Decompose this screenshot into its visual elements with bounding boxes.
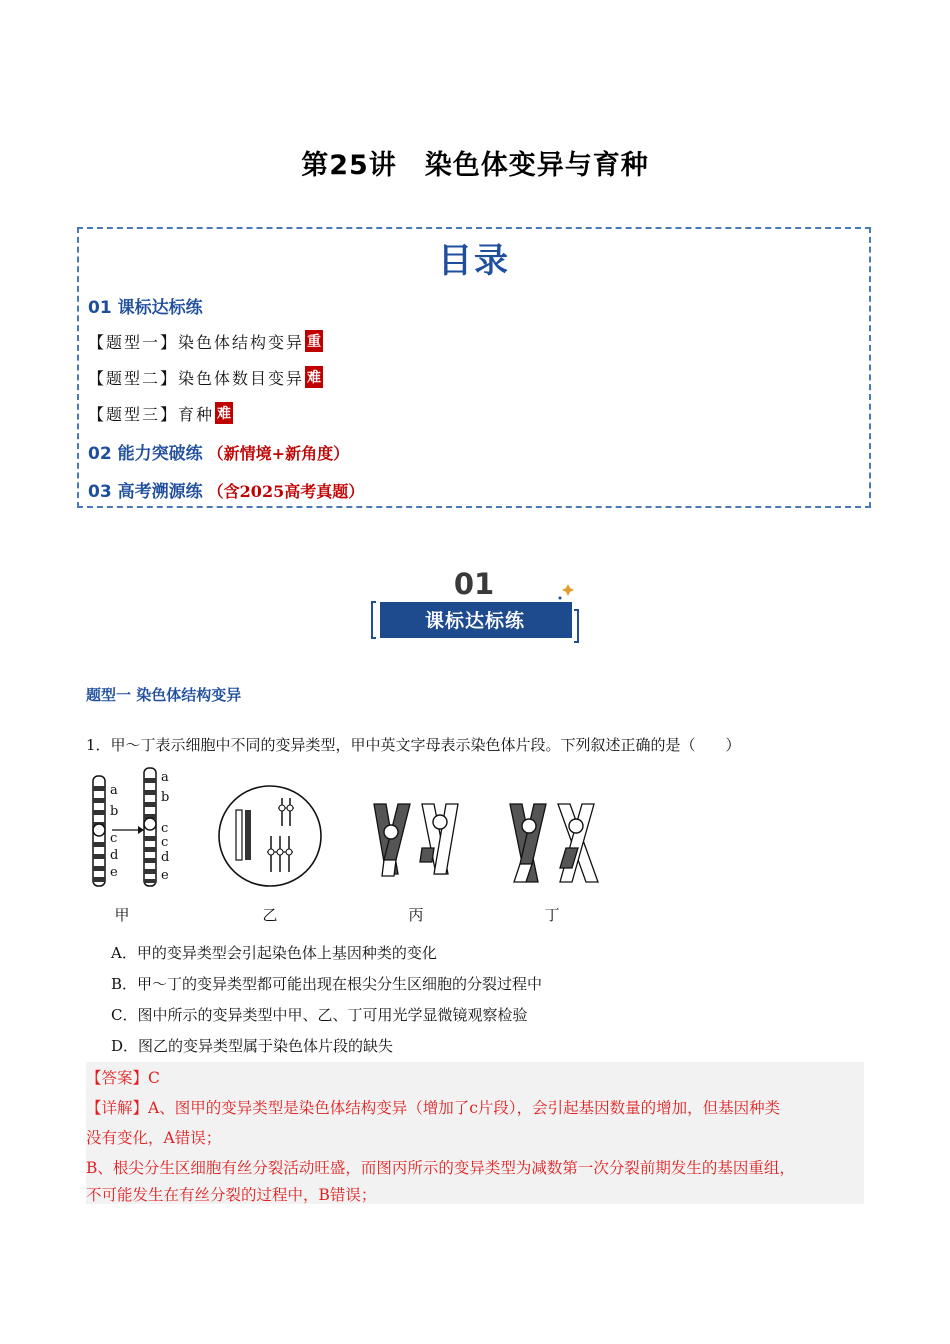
table-of-contents xyxy=(77,227,871,508)
explanation-line-2: 没有变化，A错误； xyxy=(86,1129,222,1147)
answer-line: 【答案】C xyxy=(86,1069,160,1087)
option-a[interactable]: A．甲的变异类型会引起染色体上基因种类的变化 xyxy=(111,944,437,962)
toc-heading: 目录 xyxy=(438,241,510,281)
toc-section-3[interactable] xyxy=(88,477,364,502)
toc-section-2-sub: （新情境+新角度） xyxy=(207,444,350,463)
chromosome-jia-right-letters xyxy=(161,770,169,883)
toc-item-2-text: 【题型二】染色体数目变异 xyxy=(88,369,305,388)
toc-item-2-badge: 难 xyxy=(305,366,323,388)
chromosome-jia-mutated xyxy=(144,768,156,886)
explanation-line-4: 不可能发生在有丝分裂的过程中，B错误； xyxy=(86,1186,377,1204)
toc-section-3-label: 03 高考溯源练 xyxy=(88,482,203,502)
explanation-line-3: B、根尖分生区细胞有丝分裂活动旺盛，而图丙所示的变异类型为减数第一次分裂前期发生的基因重组， xyxy=(86,1159,795,1177)
toc-item-1-badge: 重 xyxy=(305,330,323,352)
sparkle-icon xyxy=(562,584,574,596)
toc-item-1[interactable] xyxy=(88,330,323,353)
banner-label: 课标达标练 xyxy=(424,610,526,632)
chromosome-jia-original xyxy=(93,776,105,886)
option-c[interactable]: C．图中所示的变异类型中甲、乙、丁可用光学显微镜观察检验 xyxy=(111,1006,528,1024)
option-d[interactable]: D．图乙的变异类型属于染色体片段的缺失 xyxy=(111,1037,394,1055)
toc-section-2[interactable] xyxy=(88,439,349,464)
chromosome-jia-left-letters xyxy=(110,783,118,880)
chrom-letter: a xyxy=(110,783,118,798)
figure-label-bing: 丙 xyxy=(408,906,424,924)
chrom-letter: b xyxy=(161,790,170,805)
toc-item-3-badge: 难 xyxy=(215,402,233,424)
dot-icon xyxy=(559,597,562,600)
option-b[interactable]: B．甲～丁的变异类型都可能出现在根尖分生区细胞的分裂过程中 xyxy=(111,975,543,993)
toc-item-3-text: 【题型三】育种 xyxy=(88,405,215,424)
banner-bracket-right xyxy=(574,610,578,642)
chrom-letter: d xyxy=(161,850,170,865)
banner-number: 01 xyxy=(453,567,495,601)
toc-item-1-text: 【题型一】染色体结构变异 xyxy=(88,333,305,352)
figure-label-yi: 乙 xyxy=(262,906,278,924)
toc-item-2[interactable] xyxy=(88,366,323,389)
answer-box xyxy=(86,1062,864,1204)
chrom-letter: e xyxy=(110,865,118,880)
chrom-letter: c xyxy=(110,831,118,846)
chrom-letter: c xyxy=(161,835,169,850)
toc-section-1[interactable] xyxy=(88,293,203,318)
chrom-letter: b xyxy=(110,804,119,819)
section-heading: 题型一 染色体结构变异 xyxy=(86,686,242,704)
toc-section-3-sub: （含2025高考真题） xyxy=(207,482,365,501)
chrom-letter: e xyxy=(161,868,169,883)
toc-section-2-label: 02 能力突破练 xyxy=(88,444,203,464)
chromosome-pair-bing xyxy=(374,804,458,876)
chrom-letter: c xyxy=(161,821,169,836)
question-figure xyxy=(86,764,616,934)
figure-label-ding: 丁 xyxy=(544,906,560,924)
chrom-letter: a xyxy=(161,770,169,785)
cell-yi xyxy=(219,786,321,886)
toc-item-3[interactable] xyxy=(88,402,233,425)
explanation-line-1: 【详解】A、图甲的变异类型是染色体结构变异（增加了c片段），会引起基因数量的增加，但基因种类 xyxy=(86,1099,781,1117)
chromosome-pair-ding xyxy=(510,804,598,882)
page-title: 第25讲 染色体变异与育种 xyxy=(301,150,649,181)
toc-section-1-label: 01 课标达标练 xyxy=(88,298,203,318)
chrom-letter: d xyxy=(110,848,119,863)
section-banner xyxy=(368,566,582,648)
figure-label-jia: 甲 xyxy=(114,906,130,924)
banner-bracket-left xyxy=(372,602,376,638)
question-stem: 1．甲～丁表示细胞中不同的变异类型，甲中英文字母表示染色体片段。下列叙述正确的是（ ） xyxy=(86,736,741,754)
